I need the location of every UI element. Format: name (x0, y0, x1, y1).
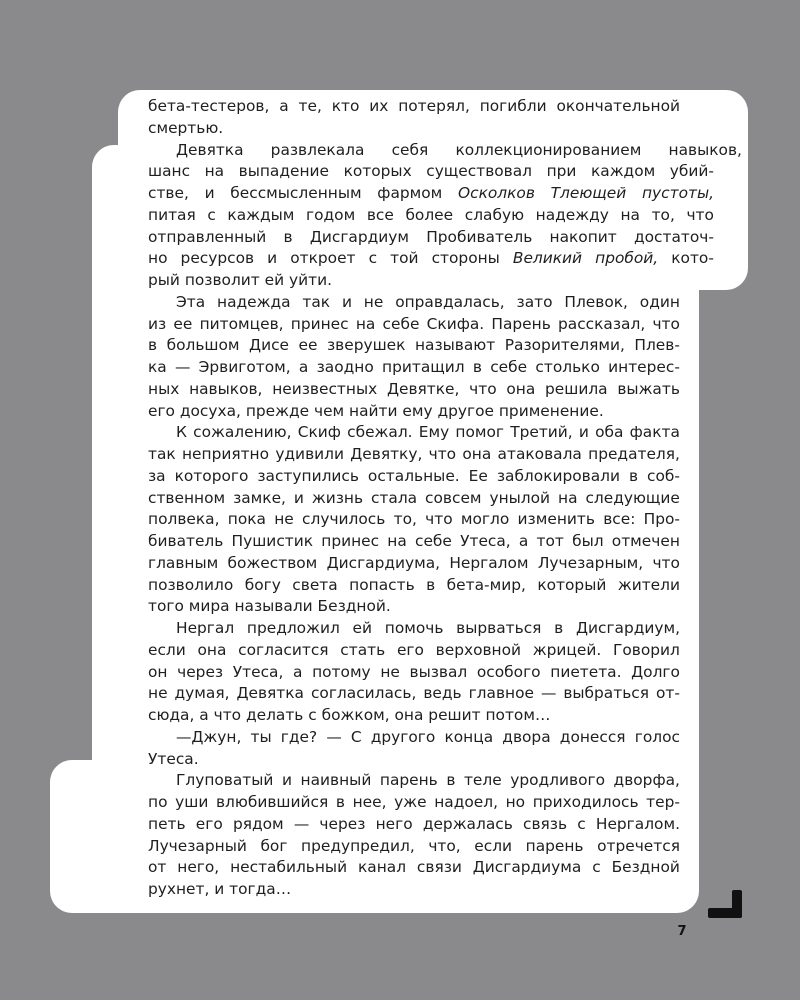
text-line: но ресурсов и откроет с той стороны Великий пробой, кото- (148, 249, 714, 268)
text-line: ных навыков, неизвестных Девятке, что она решила выжать (148, 379, 680, 398)
text-line: стве, и бессмысленным фармом Осколков Тлеющей пустоты, (148, 184, 714, 202)
text-line: отправленный в Дисгардиум Пробиватель накопит достаточ- (148, 227, 714, 246)
text-line: позволило богу света попасть в бета-мир, который жители (148, 575, 680, 594)
text-line: бета-тестеров, а те, кто их потерял, погибли окончательной (148, 97, 680, 115)
text-line: ка — Эрвиготом, а заодно притащил в себе столько интерес- (148, 358, 680, 376)
text-line: из ее питомцев, принес на себе Скифа. Парень рассказал, что (148, 314, 680, 333)
text-line: ственном замке, и жизнь стала совсем унылой на следующие (148, 488, 680, 507)
text-line: биватель Пушистик принес на себе Утеса, а тот был отмечен (148, 532, 680, 550)
text-line: Утеса. (148, 749, 199, 768)
text-line: Эта надежда так и не оправдалась, зато Плевок, один (176, 292, 680, 311)
text-line: Глуповатый и наивный парень в теле уродливого дворфа, (176, 771, 680, 790)
text-line: сюда, а что делать с божком, она решит потом… (148, 706, 551, 724)
text-line: не думая, Девятка согласилась, ведь главное — выбраться от- (148, 684, 680, 703)
text-line: смертью. (148, 118, 224, 137)
text-line: рый позволит ей уйти. (148, 271, 332, 289)
corner-bracket-icon (708, 890, 742, 918)
text-line: за которого заступились остальные. Ее заблокировали в соб- (148, 466, 680, 485)
text-line: если она согласится стать его верховной жрицей. Говорил (148, 640, 680, 659)
text-line: К сожалению, Скиф сбежал. Ему помог Третий, и оба факта (176, 423, 680, 442)
page-number: 7 (677, 924, 687, 939)
text-line: от него, нестабильный канал связи Дисгардиума с Бездной (148, 858, 680, 877)
text-line: петь его рядом — через него держалась связь с Нергалом. (148, 814, 680, 833)
text-line: полвека, пока не случилось то, что могло изменить все: Про- (148, 510, 680, 529)
body-text (148, 96, 742, 901)
text-line: Лучезарный бог предупредил, что, если парень отречется (148, 836, 680, 855)
text-line: того мира называли Бездной. (148, 597, 391, 616)
text-line: главным божеством Дисгардиума, Нергалом Лучезарным, что (148, 553, 680, 572)
text-line: —Джун, ты где? — С другого конца двора донесся голос (176, 727, 680, 746)
text-line: Девятка развлекала себя коллекционированием навыков, (176, 140, 742, 159)
text-line: он через Утеса, а потому не вызвал особого пиетета. Долго (148, 662, 680, 681)
text-line: в большом Дисе ее зверушек называют Разорителями, Плев- (148, 336, 680, 355)
text-line: Нергал предложил ей помочь вырваться в Дисгардиум, (176, 619, 680, 637)
text-line: так неприятно удивили Девятку, что она атаковала предателя, (148, 445, 680, 463)
text-line: по уши влюбившийся в нее, уже надоел, но приходилось тер- (148, 793, 680, 811)
text-line: рухнет, и тогда… (148, 880, 292, 898)
text-line: его досуха, прежде чем найти ему другое применение. (148, 401, 604, 420)
text-line: питая с каждым годом все более слабую надежду на то, что (148, 205, 714, 224)
text-line: шанс на выпадение которых существовал при каждом убий- (148, 162, 714, 181)
